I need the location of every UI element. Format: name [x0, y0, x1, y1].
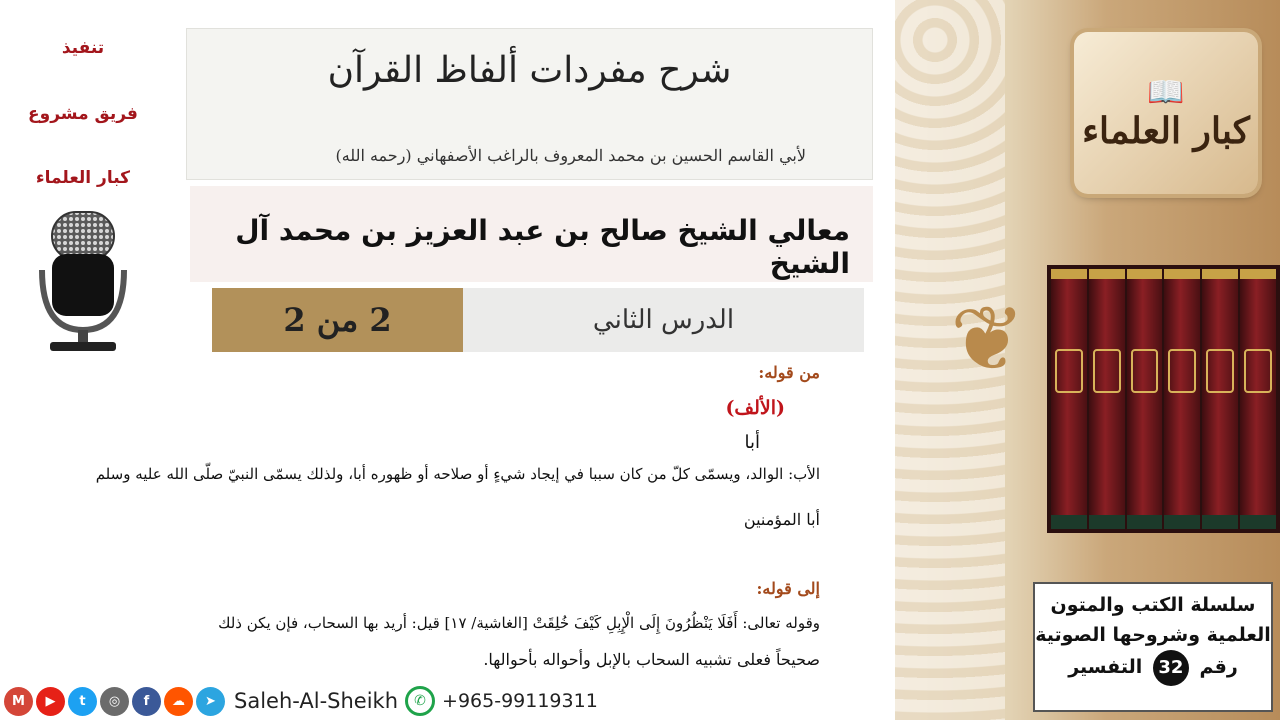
sheikh-name: معالي الشيخ صالح بن عبد العزيز بن محمد آل الشيخ: [235, 214, 850, 280]
soundcloud-icon[interactable]: ☁: [164, 687, 193, 716]
instagram-icon[interactable]: ◎: [100, 687, 129, 716]
telegram-icon[interactable]: ➤: [196, 687, 225, 716]
entry-word: أبا: [744, 432, 760, 453]
book-spine: [1202, 269, 1238, 529]
books-image: [1047, 265, 1280, 533]
book-spine: [1051, 269, 1087, 529]
book-spine: [1240, 269, 1276, 529]
to-label: إلى قوله:: [756, 579, 820, 598]
part-label: 2 من 2: [283, 301, 392, 339]
open-book-icon: 📖: [1147, 74, 1185, 110]
gmail-icon[interactable]: M: [4, 687, 33, 716]
part-box: [212, 288, 463, 352]
series-box: [1033, 582, 1273, 712]
series-number: 32: [1153, 650, 1189, 686]
book-spine: [1164, 269, 1200, 529]
microphone-icon: [38, 210, 128, 355]
entry-heading: (الألف): [725, 397, 785, 419]
book-spine: [1127, 269, 1163, 529]
definition-line-1: الأب: الوالد، ويسمّى كلّ من كان سببا في إيجاد شيءٍ أو صلاحه أو ظهوره أبا، ولذلك يسمّى النبيّ صلّى الله عليه وسلم: [95, 465, 820, 483]
series-number-prefix: رقم: [1199, 656, 1238, 678]
lesson-label-box: [463, 288, 864, 352]
lesson-label: الدرس الثاني: [592, 305, 735, 335]
series-line3: [1035, 650, 1271, 686]
twitter-icon[interactable]: t: [68, 687, 97, 716]
author-line: لأبي القاسم الحسين بن محمد المعروف بالراغب الأصفهاني (رحمه الله): [335, 146, 806, 165]
series-category: التفسير: [1068, 656, 1143, 678]
kibar-ulama-logo: [1074, 32, 1258, 194]
credit-line-2: فريق مشروع: [28, 104, 138, 124]
definition-line-2: أبا المؤمنين: [743, 510, 820, 529]
phone-number: +965-99119311: [442, 690, 598, 712]
series-line2: العلمية وشروحها الصوتية: [1035, 624, 1271, 646]
flourish-ornament: ❦: [950, 287, 1026, 392]
facebook-icon[interactable]: f: [132, 687, 161, 716]
whatsapp-icon[interactable]: ✆: [405, 686, 435, 716]
credit-line-3: كبار العلماء: [35, 168, 131, 188]
from-label: من قوله:: [758, 363, 820, 382]
youtube-icon[interactable]: ▶: [36, 687, 65, 716]
definition-line-3: وقوله تعالى: أَفَلَا يَنْظُرُونَ إِلَى الْإِبِلِ كَيْفَ خُلِقَتْ [الغاشية/ ١٧] قيل: أريد بها السحاب، فإن يكن ذلك: [218, 614, 820, 632]
social-handle: Saleh-Al-Sheikh: [234, 689, 399, 713]
logo-text: كبار العلماء: [1082, 109, 1250, 152]
definition-line-4: صحيحاً فعلى تشبيه السحاب بالإبل وأحواله بأحوالها.: [483, 650, 820, 669]
book-spine: [1089, 269, 1125, 529]
series-line1: سلسلة الكتب والمتون: [1050, 594, 1256, 616]
book-title: شرح مفردات ألفاظ القرآن: [327, 50, 732, 91]
credit-line-1: تنفيذ: [61, 38, 105, 58]
social-footer: [4, 683, 598, 719]
